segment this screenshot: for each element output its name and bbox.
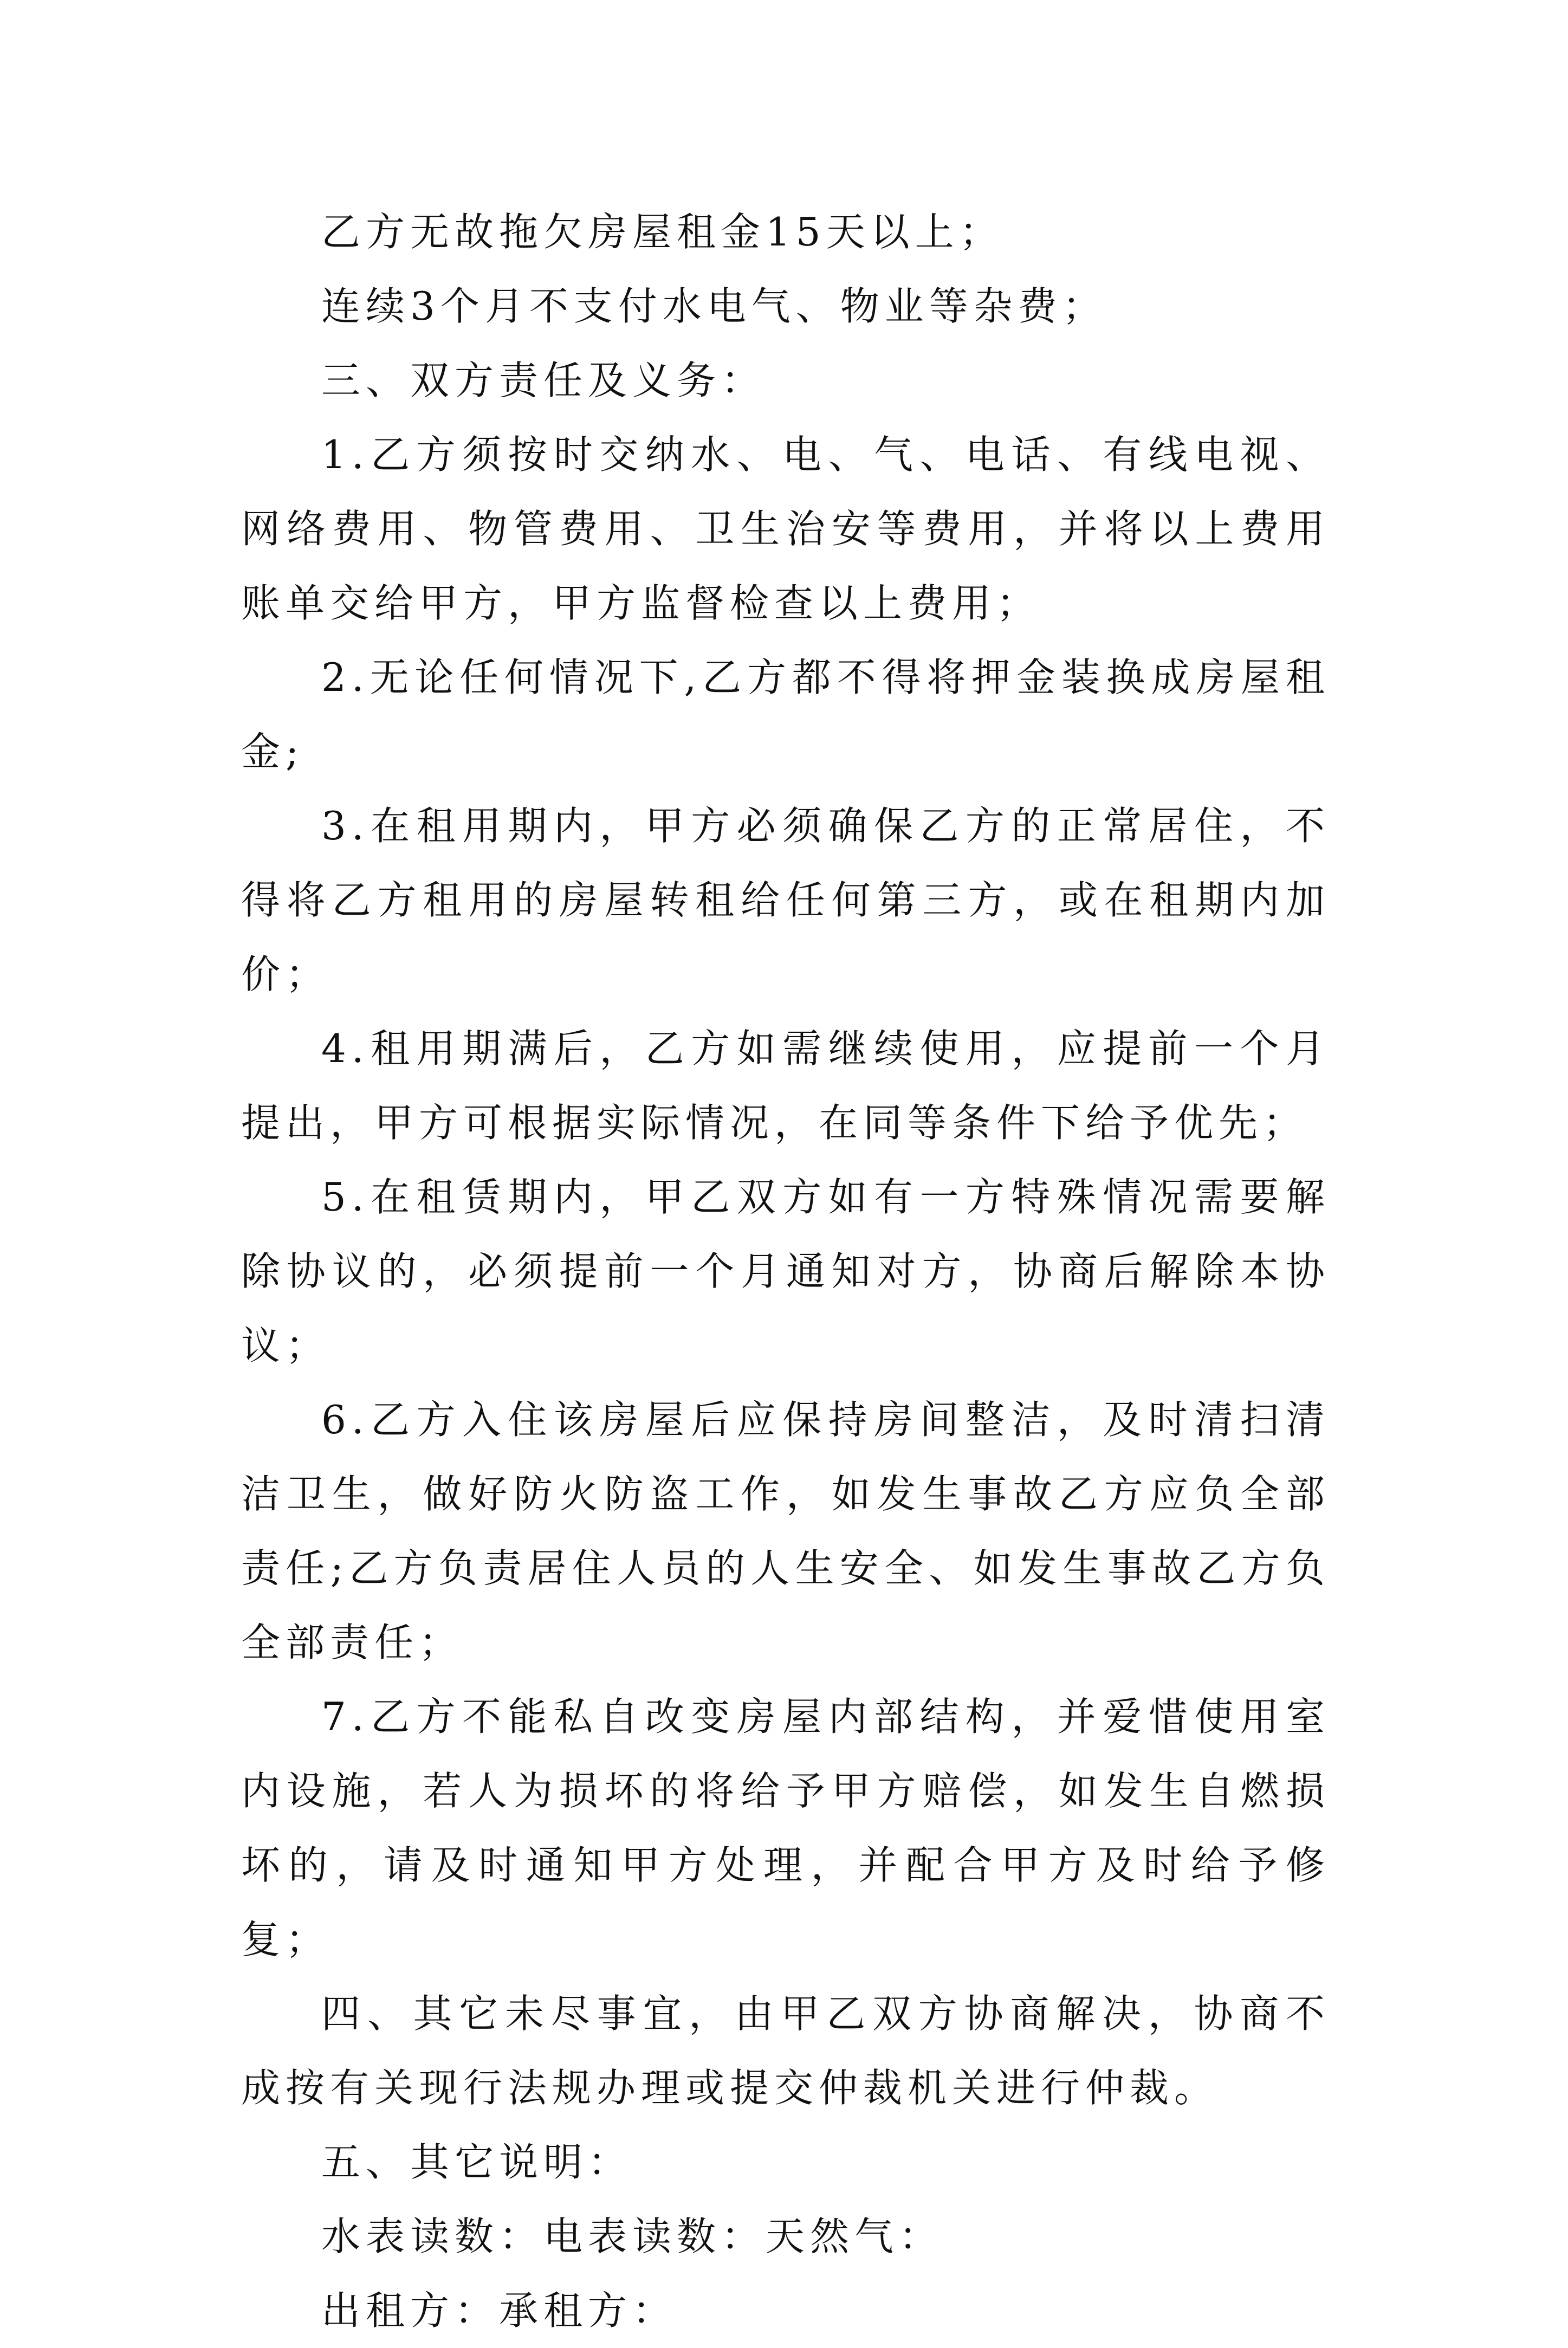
clause-5: 5.在租赁期内，甲乙双方如有一方特殊情况需要解除协议的，必须提前一个月通知对方，协商后解除本协议； bbox=[241, 1174, 1330, 1368]
section-heading-responsibilities: 三、双方责任及义务： bbox=[321, 358, 766, 403]
clause-6: 6.乙方入住该房屋后应保持房间整洁，及时清扫清洁卫生，做好防火防盗工作，如发生事故乙方应负全部责任;乙方负责居住人员的人生安全、如发生事故乙方负全部责任； bbox=[241, 1397, 1330, 1665]
section-heading-notes: 五、其它说明： bbox=[321, 2139, 633, 2185]
clause-1: 1.乙方须按时交纳水、电、气、电话、有线电视、网络费用、物管费用、卫生治安等费用，并将以上费用账单交给甲方，甲方监督检查以上费用； bbox=[241, 432, 1330, 626]
signature-parties: 出租方：承租方： bbox=[321, 2288, 677, 2333]
meter-readings: 水表读数：电表读数：天然气： bbox=[321, 2214, 944, 2259]
paragraph-arrears: 乙方无故拖欠房屋租金15天以上； bbox=[321, 209, 1004, 255]
clause-2: 2.无论任何情况下,乙方都不得将押金装换成房屋租金; bbox=[241, 655, 1330, 774]
document-body bbox=[241, 195, 1330, 2348]
paragraph-utilities: 连续3个月不支付水电气、物业等杂费； bbox=[321, 283, 1107, 329]
clause-3: 3.在租用期内，甲方必须确保乙方的正常居住，不得将乙方租用的房屋转租给任何第三方，或在租期内加价； bbox=[241, 803, 1330, 997]
clause-7: 7.乙方不能私自改变房屋内部结构，并爱惜使用室内设施，若人为损坏的将给予甲方赔偿，如发生自燃损坏的，请及时通知甲方处理，并配合甲方及时给予修复； bbox=[241, 1694, 1330, 1962]
section-other-matters: 四、其它未尽事宜，由甲乙双方协商解决，协商不成按有关现行法规办理或提交仲裁机关进行仲裁。 bbox=[241, 1991, 1330, 2111]
clause-4: 4.租用期满后，乙方如需继续使用，应提前一个月提出，甲方可根据实际情况，在同等条件下给予优先； bbox=[241, 1026, 1330, 1146]
